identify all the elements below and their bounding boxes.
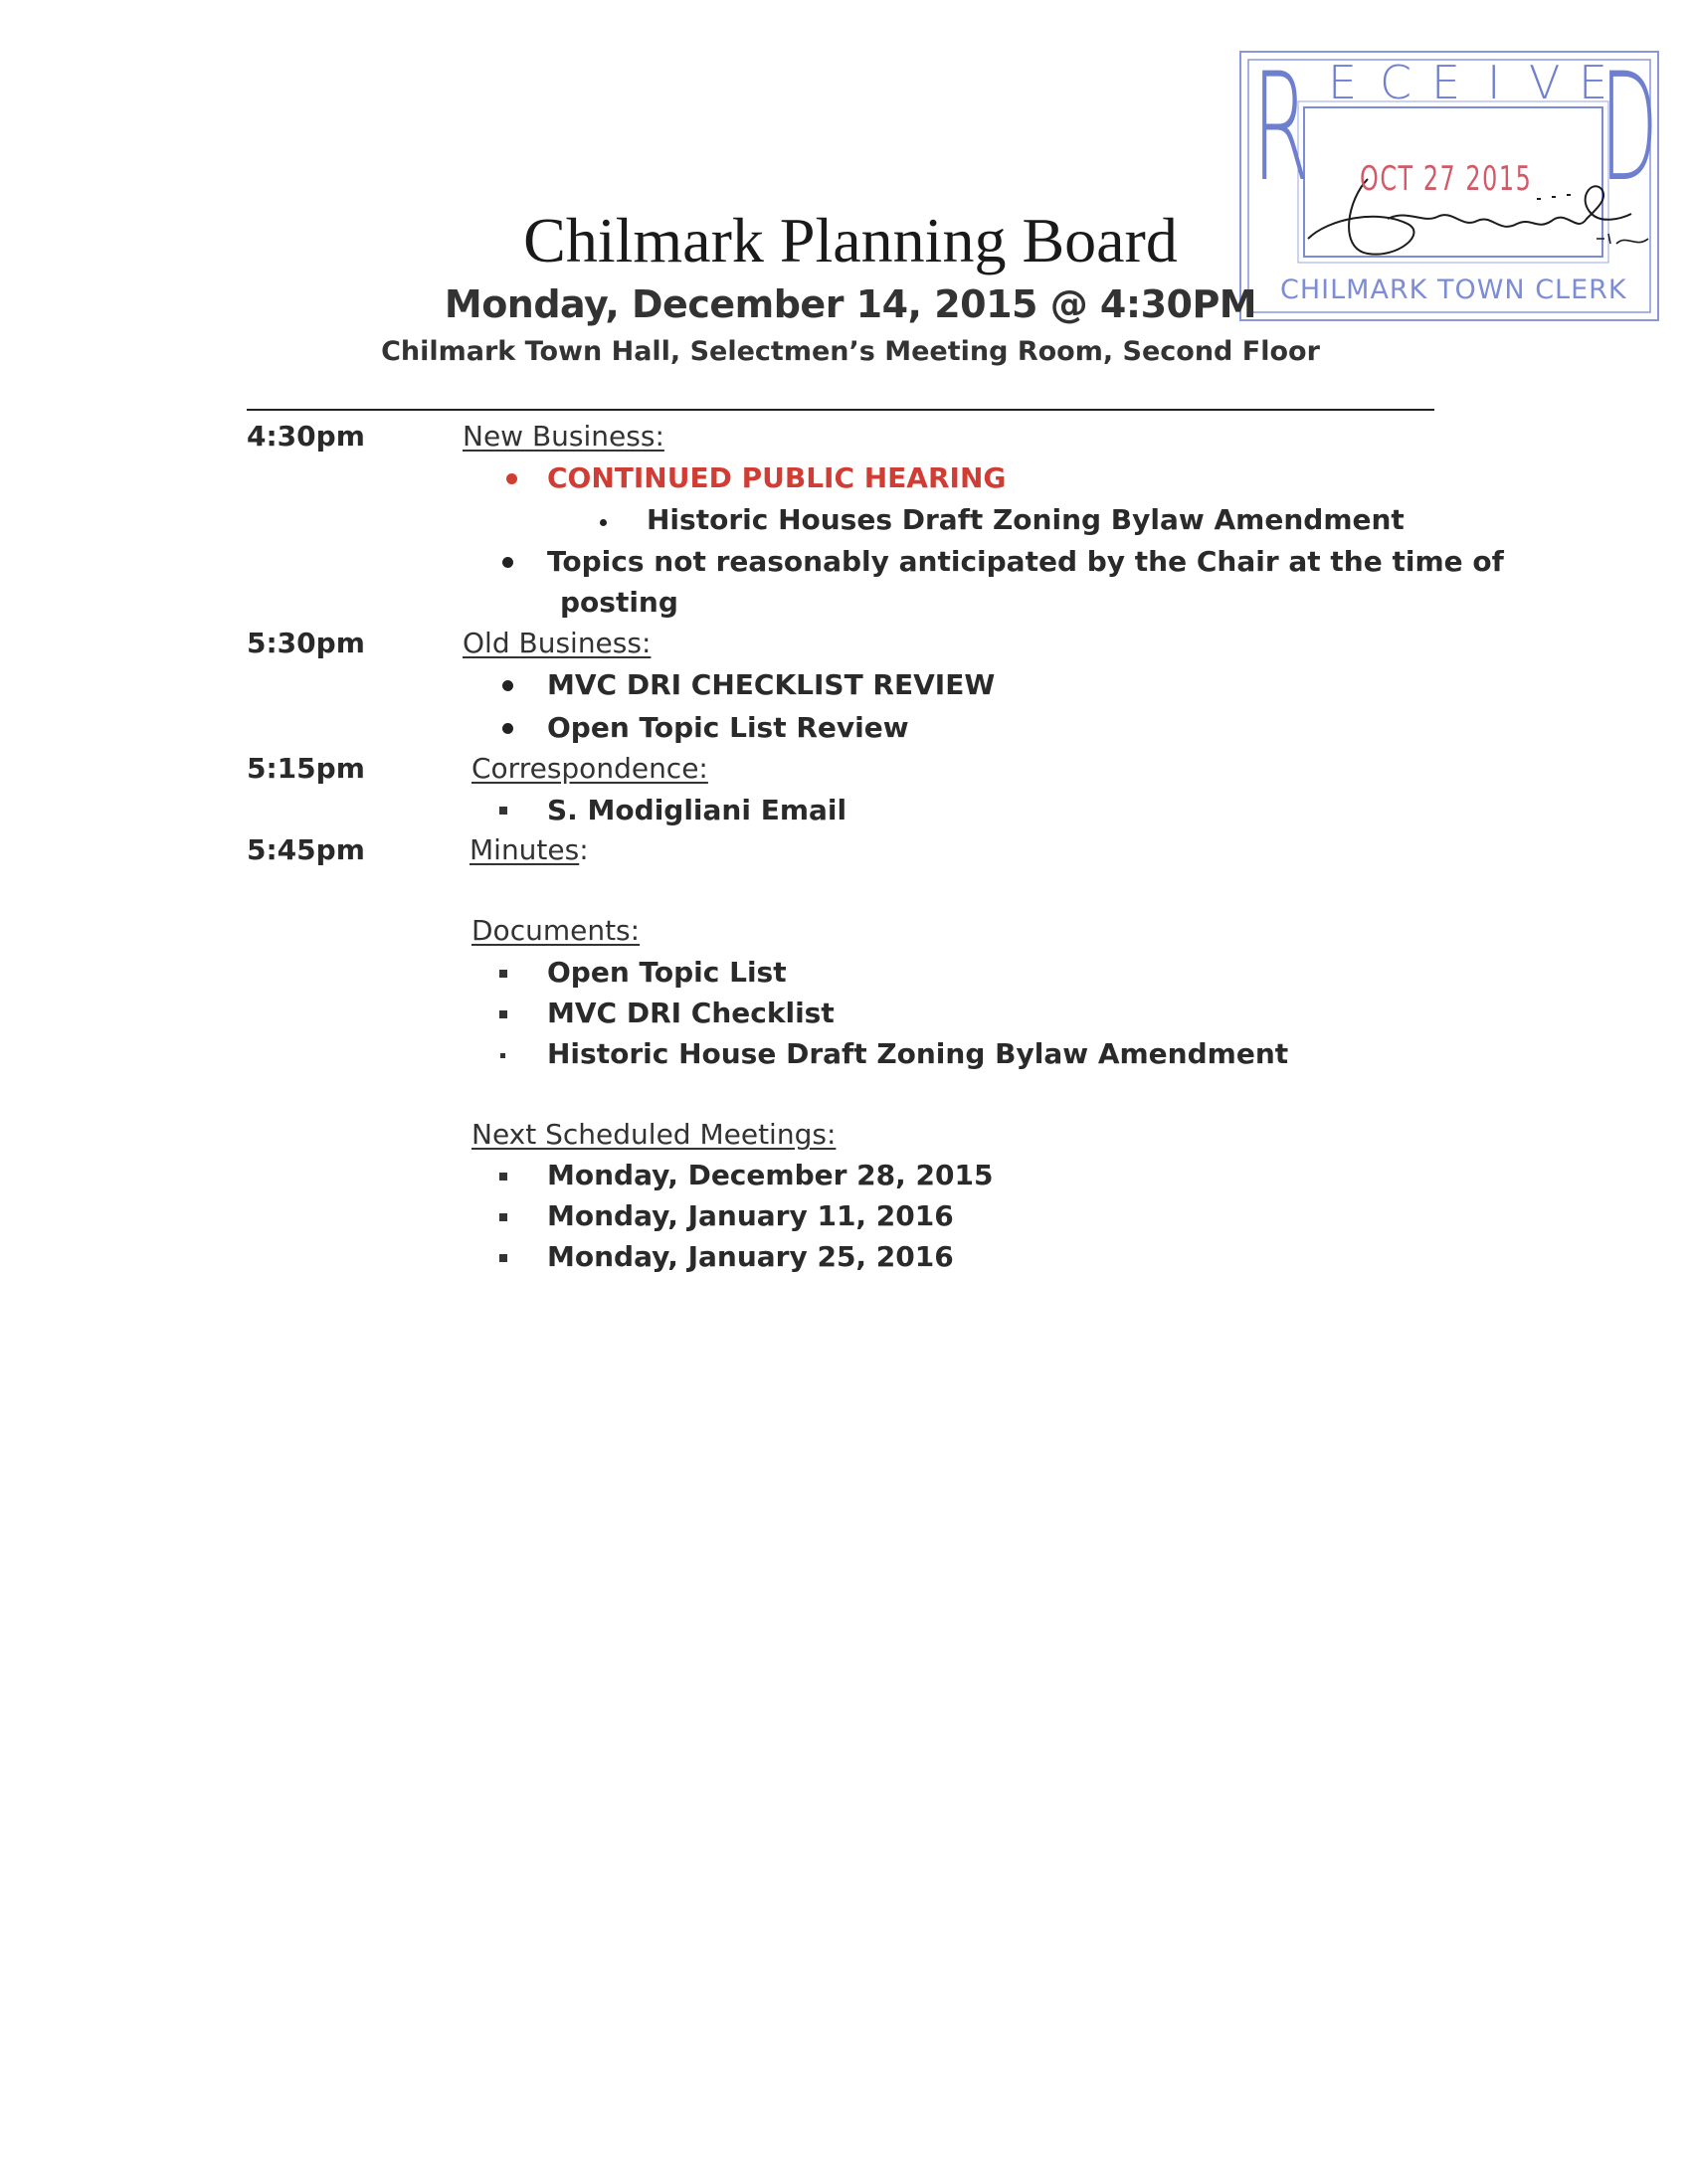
time-minutes: 5:45pm: [247, 833, 365, 866]
meeting-date-item: Monday, January 25, 2016: [547, 1240, 954, 1273]
item-historic-houses-amendment: Historic Houses Draft Zoning Bylaw Amendment: [647, 503, 1405, 536]
time-new-business: 4:30pm: [247, 420, 365, 453]
bullet: [500, 1053, 505, 1058]
bullet: [502, 557, 513, 568]
heading-new-business: New Business:: [463, 420, 664, 453]
stamp-clerk: CHILMARK TOWN CLERK: [1280, 274, 1627, 305]
stamp-letter-i: I: [1487, 56, 1501, 109]
bullet: [499, 1173, 507, 1181]
heading-minutes-colon: :: [579, 833, 589, 866]
stamp-date: OCT 27 2015: [1360, 159, 1533, 199]
item-mvc-dri-checklist-review: MVC DRI CHECKLIST REVIEW: [547, 668, 996, 701]
heading-correspondence: Correspondence:: [471, 752, 708, 785]
stamp-letter-e2: E: [1431, 56, 1461, 109]
bullet: [499, 807, 507, 815]
time-correspondence: 5:15pm: [247, 752, 365, 785]
bullet: [499, 1213, 507, 1221]
stamp-letter-c: C: [1380, 56, 1412, 109]
item-continued-public-hearing: CONTINUED PUBLIC HEARING: [547, 461, 1007, 494]
stamp-letter-d: D: [1600, 42, 1658, 215]
bullet: [499, 1254, 507, 1262]
page-title: Chilmark Planning Board: [523, 205, 1178, 275]
heading-old-business: Old Business:: [463, 627, 652, 659]
meeting-date: Monday, December 14, 2015 @ 4:30PM: [444, 282, 1257, 326]
doc-item: MVC DRI Checklist: [547, 997, 835, 1029]
heading-minutes: Minutes: [470, 833, 580, 866]
heading-documents: Documents:: [471, 914, 641, 947]
bullet: [502, 723, 513, 734]
header-divider: [247, 409, 1434, 411]
heading-next-meetings: Next Scheduled Meetings:: [471, 1118, 837, 1151]
item-topics-not-anticipated: Topics not reasonably anticipated by the Chair at the time of: [547, 545, 1504, 578]
bullet: [600, 519, 607, 526]
time-old-business: 5:30pm: [247, 627, 365, 659]
doc-item: Open Topic List: [547, 956, 787, 989]
bullet: [502, 680, 513, 691]
stamp-letter-r: R: [1252, 42, 1310, 215]
item-open-topic-list-review: Open Topic List Review: [547, 711, 909, 744]
bullet: [499, 970, 507, 978]
meeting-location: Chilmark Town Hall, Selectmen’s Meeting Room, Second Floor: [381, 336, 1320, 367]
item-topics-not-anticipated-cont: posting: [560, 586, 678, 619]
heading-minutes-wrap: [470, 833, 589, 866]
item-modigliani-email: S. Modigliani Email: [547, 794, 847, 826]
meeting-date-item: Monday, December 28, 2015: [547, 1159, 994, 1191]
stamp-letter-e1: E: [1328, 56, 1358, 109]
meeting-date-item: Monday, January 11, 2016: [547, 1199, 954, 1232]
stamp-letter-v: V: [1529, 56, 1561, 109]
bullet: [506, 473, 517, 484]
stamp-letter-e3: E: [1579, 56, 1608, 109]
bullet: [499, 1010, 507, 1018]
doc-item: Historic House Draft Zoning Bylaw Amendment: [547, 1037, 1289, 1070]
